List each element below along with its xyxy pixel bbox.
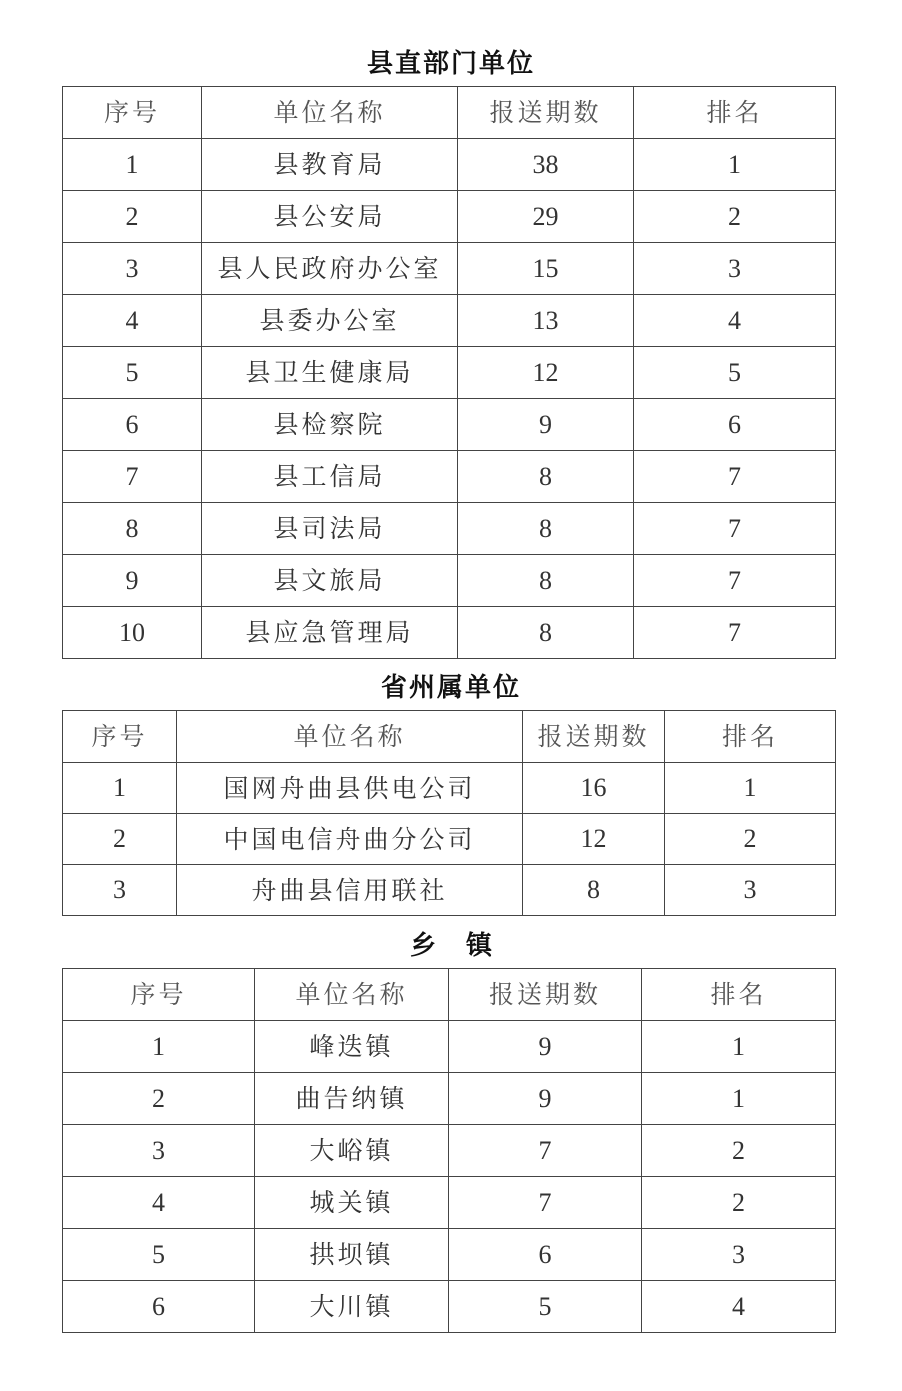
cell-index: 5 [63, 1229, 255, 1281]
cell-index: 10 [63, 607, 202, 659]
header-rank: 排名 [665, 711, 836, 763]
table-row [63, 1229, 836, 1281]
table-row [63, 607, 836, 659]
cell-rank: 3 [642, 1229, 836, 1281]
cell-rank: 1 [634, 139, 836, 191]
cell-rank: 7 [634, 451, 836, 503]
header-rank: 排名 [634, 87, 836, 139]
cell-rank: 1 [665, 763, 836, 814]
table-row [63, 139, 836, 191]
table-row [63, 1281, 836, 1333]
header-rank: 排名 [642, 969, 836, 1021]
cell-unit-name: 城关镇 [255, 1177, 449, 1229]
header-report-count: 报送期数 [458, 87, 634, 139]
table-row [63, 347, 836, 399]
cell-index: 2 [63, 191, 202, 243]
cell-rank: 6 [634, 399, 836, 451]
cell-rank: 7 [634, 607, 836, 659]
cell-report-count: 5 [449, 1281, 642, 1333]
cell-unit-name: 县人民政府办公室 [202, 243, 458, 295]
cell-index: 8 [63, 503, 202, 555]
cell-index: 2 [63, 814, 177, 865]
cell-index: 6 [63, 399, 202, 451]
table-row [63, 503, 836, 555]
cell-unit-name: 县检察院 [202, 399, 458, 451]
county-departments-table [62, 86, 836, 659]
header-unit-name: 单位名称 [177, 711, 523, 763]
cell-report-count: 16 [523, 763, 665, 814]
cell-unit-name: 县文旅局 [202, 555, 458, 607]
cell-report-count: 13 [458, 295, 634, 347]
cell-rank: 1 [642, 1021, 836, 1073]
cell-report-count: 7 [449, 1177, 642, 1229]
table-row [63, 243, 836, 295]
cell-report-count: 9 [449, 1021, 642, 1073]
table-header-row [63, 711, 836, 763]
cell-rank: 2 [665, 814, 836, 865]
cell-unit-name: 舟曲县信用联社 [177, 865, 523, 916]
cell-rank: 3 [665, 865, 836, 916]
table-row [63, 451, 836, 503]
cell-report-count: 9 [449, 1073, 642, 1125]
cell-rank: 3 [634, 243, 836, 295]
table-row [63, 1177, 836, 1229]
table-header-row [63, 969, 836, 1021]
cell-report-count: 8 [458, 555, 634, 607]
section-title-provincial-units: 省州属单位 [380, 673, 521, 703]
cell-unit-name: 峰迭镇 [255, 1021, 449, 1073]
header-report-count: 报送期数 [449, 969, 642, 1021]
cell-unit-name: 中国电信舟曲分公司 [177, 814, 523, 865]
cell-rank: 4 [642, 1281, 836, 1333]
cell-unit-name: 县教育局 [202, 139, 458, 191]
cell-unit-name: 拱坝镇 [255, 1229, 449, 1281]
header-index: 序号 [63, 969, 255, 1021]
cell-unit-name: 县司法局 [202, 503, 458, 555]
cell-rank: 2 [634, 191, 836, 243]
cell-index: 7 [63, 451, 202, 503]
table-header-row [63, 87, 836, 139]
cell-report-count: 12 [523, 814, 665, 865]
table-row [63, 1073, 836, 1125]
header-unit-name: 单位名称 [255, 969, 449, 1021]
section-title-county-departments: 县直部门单位 [366, 49, 535, 79]
cell-unit-name: 大峪镇 [255, 1125, 449, 1177]
cell-index: 5 [63, 347, 202, 399]
cell-rank: 4 [634, 295, 836, 347]
cell-report-count: 8 [523, 865, 665, 916]
table-row [63, 295, 836, 347]
cell-report-count: 38 [458, 139, 634, 191]
cell-index: 1 [63, 139, 202, 191]
header-report-count: 报送期数 [523, 711, 665, 763]
cell-report-count: 29 [458, 191, 634, 243]
cell-index: 3 [63, 1125, 255, 1177]
cell-report-count: 7 [449, 1125, 642, 1177]
cell-rank: 2 [642, 1177, 836, 1229]
table-row [63, 1125, 836, 1177]
townships-table [62, 968, 836, 1333]
header-unit-name: 单位名称 [202, 87, 458, 139]
cell-unit-name: 大川镇 [255, 1281, 449, 1333]
cell-report-count: 15 [458, 243, 634, 295]
cell-index: 9 [63, 555, 202, 607]
cell-rank: 7 [634, 503, 836, 555]
table-row [63, 814, 836, 865]
cell-report-count: 12 [458, 347, 634, 399]
cell-rank: 5 [634, 347, 836, 399]
cell-index: 1 [63, 1021, 255, 1073]
cell-index: 4 [63, 1177, 255, 1229]
cell-unit-name: 县卫生健康局 [202, 347, 458, 399]
section-title-townships: 乡镇 [409, 931, 522, 961]
cell-unit-name: 县委办公室 [202, 295, 458, 347]
table-row [63, 1021, 836, 1073]
cell-rank: 7 [634, 555, 836, 607]
table-row [63, 763, 836, 814]
cell-report-count: 8 [458, 607, 634, 659]
header-index: 序号 [63, 87, 202, 139]
cell-rank: 2 [642, 1125, 836, 1177]
cell-unit-name: 国网舟曲县供电公司 [177, 763, 523, 814]
cell-unit-name: 曲告纳镇 [255, 1073, 449, 1125]
cell-index: 1 [63, 763, 177, 814]
table-row [63, 399, 836, 451]
cell-index: 3 [63, 865, 177, 916]
cell-report-count: 8 [458, 451, 634, 503]
cell-index: 3 [63, 243, 202, 295]
table-row [63, 555, 836, 607]
cell-unit-name: 县应急管理局 [202, 607, 458, 659]
table-row [63, 865, 836, 916]
cell-unit-name: 县公安局 [202, 191, 458, 243]
cell-unit-name: 县工信局 [202, 451, 458, 503]
table-row [63, 191, 836, 243]
cell-report-count: 9 [458, 399, 634, 451]
cell-index: 6 [63, 1281, 255, 1333]
cell-index: 2 [63, 1073, 255, 1125]
cell-index: 4 [63, 295, 202, 347]
cell-rank: 1 [642, 1073, 836, 1125]
header-index: 序号 [63, 711, 177, 763]
cell-report-count: 6 [449, 1229, 642, 1281]
cell-report-count: 8 [458, 503, 634, 555]
provincial-units-table [62, 710, 836, 916]
